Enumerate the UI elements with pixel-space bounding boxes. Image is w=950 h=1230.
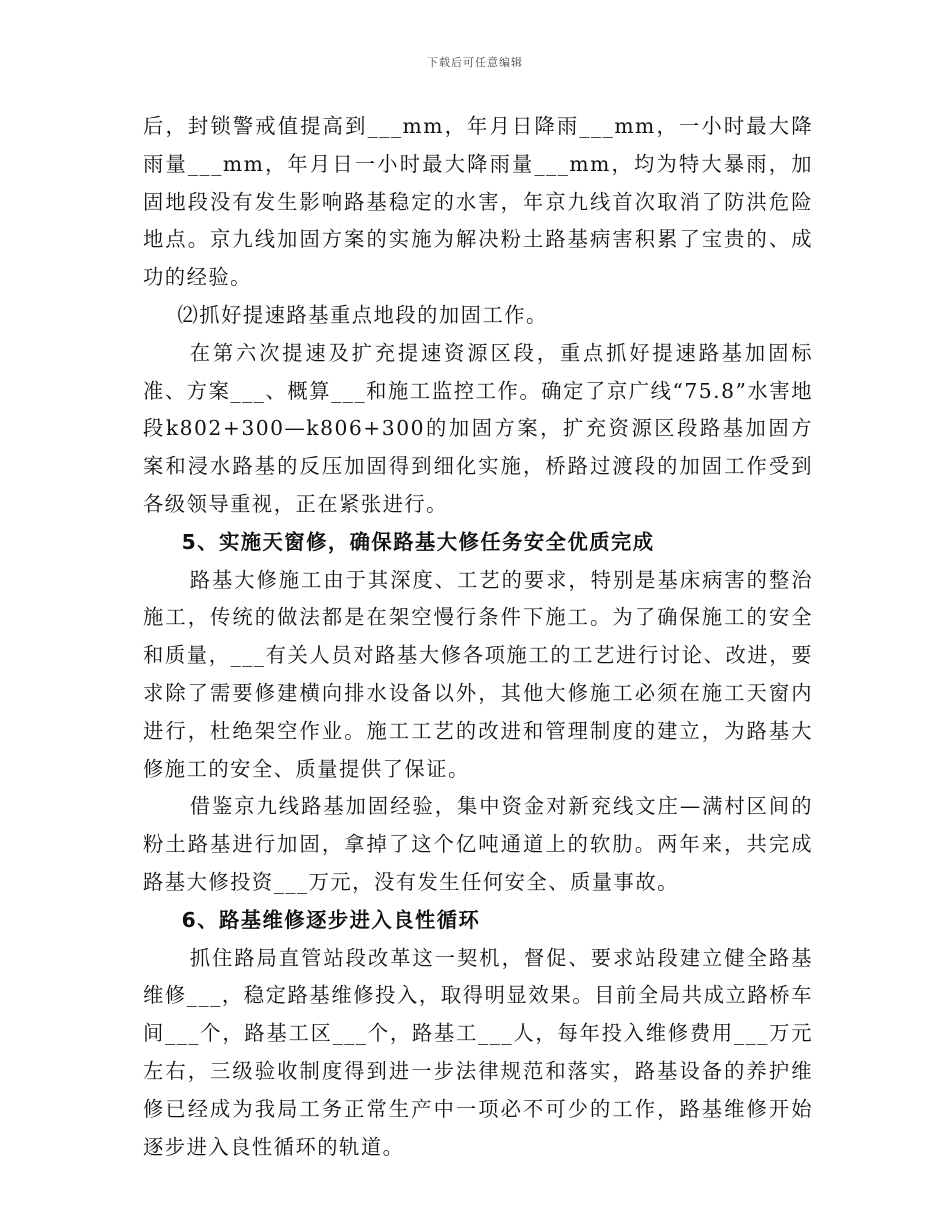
section-heading-5: 5、实施天窗修，确保路基大修任务安全优质完成 xyxy=(181,529,655,554)
list-item-speedup-reinforcement: ⑵抓好提速路基重点地段的加固工作。 xyxy=(177,302,548,327)
paragraph-flood-results: 后，封锁警戒值提高到___mm，年月日降雨___mm，一小时最大降雨量___mm，年月日一小时最大降雨量___mm，均为特大暴雨，加固地段没有发生影响路基稳定的水害，年京九线首次取消了防洪危险地点。京九线加固方案的实施为解决粉土路基病害积累了宝贵的、成功的经验。 xyxy=(143,114,813,290)
section-heading-6: 6、路基维修逐步进入良性循环 xyxy=(181,907,481,932)
document-body xyxy=(143,108,813,1166)
paragraph-overhaul-construction: 路基大修施工由于其深度、工艺的要求，特别是基床病害的整治施工，传统的做法都是在架空慢行条件下施工。为了确保施工的安全和质量，___有关人员对路基大修各项施工的工艺进行讨论、改进，要求除了需要修建横向排水设备以外，其他大修施工必须在施工天窗内进行，杜绝架空作业。施工工艺的改进和管理制度的建立，为路基大修施工的安全、质量提供了保证。 xyxy=(143,567,813,781)
paragraph-maintenance-cycle: 抓住路局直管站段改革这一契机，督促、要求站段建立健全路基维修___，稳定路基维修投入，取得明显效果。目前全局共成立路桥车间___个，路基工区___个，路基工___人，每年投入维修费用___万元左右，三级验收制度得到进一步法律规范和落实，路基设备的养护维修已经成为我局工务正常生产中一项必不可少的工作，路基维修开始逐步进入良性循环的轨道。 xyxy=(143,945,813,1159)
page-header-note: 下载后可任意编辑 xyxy=(427,56,523,69)
paragraph-speedup-sections: 在第六次提速及扩充提速资源区段，重点抓好提速路基加固标准、方案___、概算___和施工监控工作。确定了京广线“75.8”水害地段k802+300—k806+300的加固方案，扩充资源区段路基加固方案和浸水路基的反压加固得到细化实施，桥路过渡段的加固工作受到各级领导重视，正在紧张进行。 xyxy=(143,340,813,516)
paragraph-jingjiu-experience: 借鉴京九线路基加固经验，集中资金对新兖线文庄—满村区间的粉土路基进行加固，拿掉了这个亿吨通道上的软肋。两年来，共完成路基大修投资___万元，没有发生任何安全、质量事故。 xyxy=(143,794,813,894)
